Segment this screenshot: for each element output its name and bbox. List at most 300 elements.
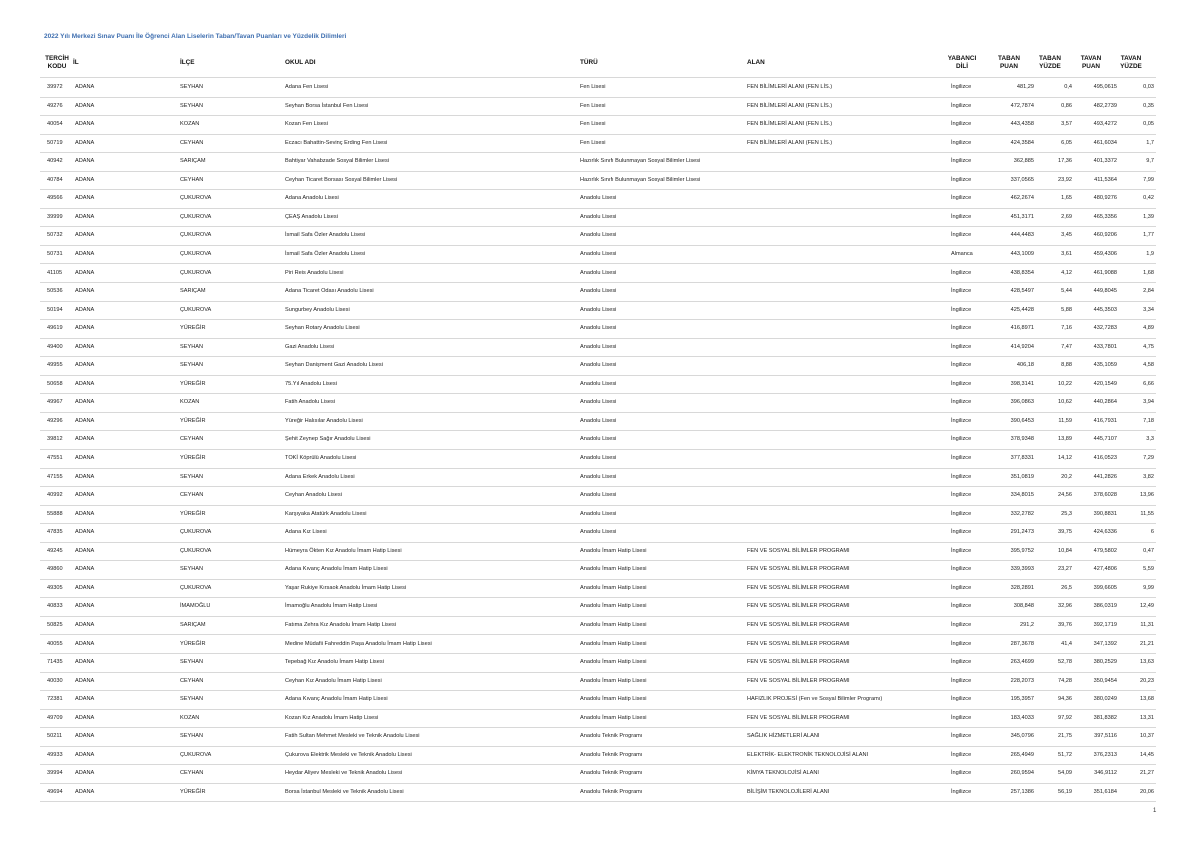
- cell-yabanci-dili: İngilizce: [951, 714, 972, 721]
- cell-ilce: YÜREĞİR: [180, 380, 206, 387]
- cell-il: ADANA: [75, 158, 95, 165]
- cell-tavan-yuzde: 0,42: [1143, 195, 1154, 202]
- cell-turu: Anadolu Lisesi: [580, 343, 617, 350]
- cell-tavan-yuzde: 13,63: [1140, 659, 1154, 666]
- table-row: [40, 672, 1156, 692]
- cell-ilce: ÇUKUROVA: [180, 529, 212, 536]
- cell-yabanci-dili: İngilizce: [951, 102, 972, 109]
- cell-alan: FEN VE SOSYAL BİLİMLER PROGRAMI: [747, 547, 850, 554]
- cell-tavan-puan: 416,0523: [1093, 455, 1117, 461]
- cell-taban-puan: 334,8015: [1010, 492, 1034, 499]
- cell-taban-puan: 443,4358: [1010, 121, 1034, 128]
- cell-taban-puan: 339,3993: [1010, 566, 1034, 573]
- cell-il: ADANA: [75, 121, 95, 128]
- cell-ilce: KOZAN: [180, 121, 200, 128]
- cell-il: ADANA: [75, 584, 95, 591]
- cell-tavan-puan: 380,2529: [1093, 659, 1117, 666]
- cell-yabanci-dili: İngilizce: [951, 343, 972, 350]
- cell-okul-adi: Fatıma Zehra Kız Anadolu İmam Hatip Lisesi: [285, 621, 396, 628]
- cell-yabanci-dili: İngilizce: [951, 176, 972, 183]
- cell-tercih-kodu: 39812: [47, 436, 63, 443]
- cell-tavan-yuzde: 9,7: [1146, 158, 1154, 165]
- cell-il: ADANA: [75, 195, 95, 202]
- cell-il: ADANA: [75, 733, 95, 740]
- cell-okul-adi: Ceyhan Anadolu Lisesi: [285, 492, 342, 499]
- cell-taban-puan: 472,7874: [1010, 102, 1034, 109]
- cell-tavan-yuzde: 0,35: [1143, 102, 1154, 109]
- cell-tercih-kodu: 40784: [47, 176, 63, 183]
- header-ilce: İLÇE: [180, 59, 195, 66]
- header-il: İL: [73, 59, 79, 66]
- cell-alan: FEN VE SOSYAL BİLİMLER PROGRAMI: [747, 621, 850, 628]
- cell-alan: HAFIZLIK PROJESİ (Fen ve Sosyal Bilimler Programı): [747, 696, 883, 703]
- cell-okul-adi: Ceyhan Ticaret Borsası Sosyal Bilimler Lisesi: [285, 176, 398, 183]
- cell-tavan-yuzde: 3,94: [1143, 399, 1154, 406]
- cell-okul-adi: Kozan Kız Anadolu İmam Hatip Lisesi: [285, 714, 379, 721]
- cell-taban-puan: 351,0819: [1010, 473, 1034, 480]
- table-row: [40, 560, 1156, 580]
- cell-alan: FEN BİLİMLERİ ALANI (FEN LİS.): [747, 121, 833, 128]
- cell-yabanci-dili: İngilizce: [951, 306, 972, 313]
- cell-tavan-yuzde: 3,3: [1146, 436, 1154, 443]
- cell-tavan-puan: 346,9112: [1094, 770, 1117, 777]
- cell-ilce: İMAMOĞLU: [180, 603, 211, 610]
- cell-il: ADANA: [75, 677, 95, 684]
- table-row: [40, 245, 1156, 265]
- table-row: [40, 616, 1156, 636]
- cell-taban-puan: 362,885: [1013, 158, 1034, 165]
- cell-tercih-kodu: 40942: [47, 158, 63, 165]
- cell-taban-yuzde: 52,78: [1058, 659, 1072, 666]
- table-row: [40, 468, 1156, 488]
- cell-tercih-kodu: 50719: [47, 139, 63, 146]
- cell-okul-adi: Kozan Fen Lisesi: [285, 121, 328, 128]
- cell-tavan-yuzde: 4,75: [1143, 343, 1154, 350]
- cell-taban-puan: 345,0796: [1010, 733, 1034, 740]
- cell-taban-yuzde: 4,12: [1061, 269, 1072, 276]
- cell-turu: Anadolu İmam Hatip Lisesi: [580, 696, 647, 703]
- cell-turu: Fen Lisesi: [580, 139, 606, 146]
- cell-turu: Anadolu Teknik Programı: [580, 751, 643, 758]
- cell-turu: Anadolu İmam Hatip Lisesi: [580, 677, 647, 684]
- cell-ilce: SEYHAN: [180, 102, 204, 109]
- cell-taban-puan: 287,3678: [1010, 640, 1034, 647]
- cell-tavan-puan: 480,9276: [1093, 195, 1117, 202]
- cell-okul-adi: Yüreğir Halısılar Anadolu Lisesi: [285, 417, 363, 424]
- cell-tavan-puan: 461,9088: [1093, 269, 1117, 276]
- cell-ilce: YÜREĞİR: [180, 325, 206, 332]
- table-row: [40, 356, 1156, 376]
- cell-tavan-yuzde: 4,89: [1143, 325, 1154, 332]
- cell-yabanci-dili: İngilizce: [951, 529, 972, 536]
- cell-taban-yuzde: 41,4: [1061, 640, 1072, 647]
- cell-turu: Anadolu Lisesi: [580, 436, 617, 443]
- cell-tavan-puan: 493,4272: [1093, 121, 1117, 128]
- table-row: [40, 579, 1156, 599]
- cell-yabanci-dili: İngilizce: [951, 492, 972, 499]
- cell-yabanci-dili: İngilizce: [951, 603, 972, 610]
- page-number: 1: [1153, 808, 1157, 814]
- cell-taban-puan: 444,4483: [1010, 232, 1034, 239]
- table-row: [40, 727, 1156, 747]
- table-row: [40, 746, 1156, 766]
- cell-yabanci-dili: İngilizce: [951, 84, 972, 90]
- cell-turu: Anadolu Lisesi: [580, 306, 617, 313]
- cell-taban-puan: 291,2473: [1010, 529, 1034, 536]
- table-row: [40, 152, 1156, 172]
- cell-il: ADANA: [75, 325, 95, 332]
- cell-ilce: ÇUKUROVA: [180, 250, 212, 257]
- cell-il: ADANA: [75, 380, 95, 387]
- cell-tavan-yuzde: 1,7: [1146, 139, 1154, 146]
- cell-tavan-puan: 445,3503: [1093, 306, 1117, 313]
- cell-turu: Anadolu İmam Hatip Lisesi: [580, 714, 647, 721]
- cell-taban-yuzde: 7,47: [1061, 343, 1072, 350]
- cell-ilce: CEYHAN: [180, 492, 204, 499]
- cell-okul-adi: 75.Yıl Anadolu Lisesi: [285, 380, 337, 387]
- cell-taban-yuzde: 56,19: [1058, 788, 1072, 795]
- cell-il: ADANA: [75, 529, 95, 536]
- cell-tavan-yuzde: 0,05: [1143, 121, 1154, 128]
- cell-yabanci-dili: İngilizce: [951, 621, 972, 628]
- cell-yabanci-dili: İngilizce: [951, 399, 972, 406]
- cell-yabanci-dili: İngilizce: [951, 696, 972, 703]
- cell-taban-yuzde: 20,2: [1061, 473, 1072, 480]
- cell-ilce: KOZAN: [180, 399, 200, 406]
- cell-okul-adi: Tepebağ Kız Anadolu İmam Hatip Lisesi: [285, 659, 384, 666]
- cell-ilce: KOZAN: [180, 714, 200, 721]
- cell-ilce: ÇUKUROVA: [180, 195, 212, 202]
- cell-il: ADANA: [75, 362, 95, 369]
- cell-il: ADANA: [75, 751, 95, 758]
- cell-taban-puan: 195,3957: [1010, 696, 1034, 703]
- cell-taban-puan: 337,0565: [1010, 176, 1034, 183]
- cell-tercih-kodu: 55888: [47, 510, 63, 517]
- cell-tercih-kodu: 49967: [47, 399, 63, 406]
- cell-taban-yuzde: 97,92: [1058, 714, 1072, 721]
- cell-tavan-yuzde: 7,99: [1143, 176, 1154, 183]
- cell-il: ADANA: [75, 84, 95, 90]
- cell-taban-puan: 406,18: [1016, 362, 1034, 369]
- cell-tavan-yuzde: 3,34: [1143, 306, 1154, 313]
- cell-tercih-kodu: 49400: [47, 343, 63, 350]
- cell-ilce: ÇUKUROVA: [180, 584, 212, 591]
- cell-tercih-kodu: 49619: [47, 325, 63, 332]
- cell-turu: Anadolu Lisesi: [580, 288, 617, 295]
- cell-okul-adi: Adana Kız Lisesi: [285, 529, 327, 536]
- cell-taban-puan: 260,9594: [1010, 770, 1034, 777]
- cell-il: ADANA: [75, 213, 95, 220]
- cell-tavan-yuzde: 6,66: [1143, 380, 1154, 387]
- cell-tavan-yuzde: 10,37: [1140, 733, 1154, 740]
- cell-tavan-puan: 378,6028: [1093, 492, 1117, 499]
- cell-tavan-puan: 420,1549: [1093, 380, 1117, 387]
- table-row: [40, 264, 1156, 284]
- cell-tercih-kodu: 49296: [47, 417, 63, 424]
- cell-tercih-kodu: 47551: [47, 455, 63, 461]
- table-row: [40, 653, 1156, 673]
- cell-tercih-kodu: 50211: [47, 733, 63, 740]
- cell-tavan-puan: 424,6336: [1093, 529, 1117, 536]
- cell-tavan-puan: 445,7107: [1093, 436, 1117, 443]
- cell-tavan-puan: 351,6184: [1093, 788, 1117, 795]
- cell-okul-adi: Bahtiyar Vahabzade Sosyal Bilimler Lisesi: [285, 158, 390, 165]
- cell-turu: Anadolu Lisesi: [580, 232, 617, 239]
- cell-ilce: CEYHAN: [180, 176, 204, 183]
- cell-okul-adi: İsmail Safa Özler Anadolu Lisesi: [285, 250, 366, 257]
- cell-taban-yuzde: 74,28: [1058, 677, 1072, 684]
- header-okul-adi: OKUL ADI: [285, 59, 316, 66]
- cell-tercih-kodu: 49709: [47, 714, 63, 721]
- cell-okul-adi: Medine Müdafii Fahreddin Paşa Anadolu İmam Hatip Lisesi: [285, 640, 432, 647]
- cell-yabanci-dili: İngilizce: [951, 547, 972, 554]
- cell-alan: FEN BİLİMLERİ ALANI (FEN LİS.): [747, 102, 833, 109]
- cell-turu: Anadolu Lisesi: [580, 269, 617, 276]
- cell-tavan-puan: 465,3356: [1093, 213, 1117, 220]
- cell-tavan-puan: 440,2864: [1093, 399, 1117, 406]
- cell-tavan-puan: 390,8831: [1093, 510, 1117, 517]
- cell-okul-adi: Eczacı Bahattin-Sevinç Erding Fen Lisesi: [285, 139, 388, 146]
- cell-turu: Anadolu İmam Hatip Lisesi: [580, 659, 647, 666]
- cell-ilce: ÇUKUROVA: [180, 213, 212, 220]
- cell-taban-yuzde: 23,27: [1058, 566, 1072, 573]
- table-row: [40, 171, 1156, 191]
- cell-tavan-puan: 376,2313: [1093, 751, 1117, 758]
- cell-il: ADANA: [75, 473, 95, 480]
- cell-okul-adi: Gazi Anadolu Lisesi: [285, 343, 335, 350]
- cell-tercih-kodu: 49276: [47, 102, 63, 109]
- cell-turu: Anadolu Teknik Programı: [580, 733, 643, 740]
- cell-taban-yuzde: 54,09: [1058, 770, 1072, 777]
- cell-tercih-kodu: 39972: [47, 84, 63, 90]
- cell-tercih-kodu: 49933: [47, 751, 63, 758]
- cell-taban-puan: 428,5497: [1010, 288, 1034, 295]
- cell-tercih-kodu: 49694: [47, 788, 63, 795]
- table-row: [40, 189, 1156, 209]
- cell-taban-yuzde: 32,96: [1058, 603, 1072, 610]
- cell-yabanci-dili: İngilizce: [951, 584, 972, 591]
- cell-ilce: CEYHAN: [180, 139, 204, 146]
- cell-taban-yuzde: 21,75: [1058, 733, 1072, 740]
- cell-tercih-kodu: 47835: [47, 529, 63, 536]
- cell-taban-puan: 308,848: [1013, 603, 1034, 610]
- cell-tavan-yuzde: 4,58: [1143, 362, 1154, 369]
- cell-tavan-puan: 381,8382: [1093, 714, 1117, 721]
- cell-taban-yuzde: 0,86: [1061, 102, 1072, 109]
- cell-tercih-kodu: 50536: [47, 288, 63, 295]
- cell-il: ADANA: [75, 770, 95, 777]
- cell-alan: FEN VE SOSYAL BİLİMLER PROGRAMI: [747, 659, 850, 666]
- table-row: [40, 449, 1156, 469]
- table-row: [40, 134, 1156, 154]
- cell-taban-puan: 416,8971: [1010, 325, 1034, 332]
- cell-tavan-yuzde: 7,18: [1143, 417, 1154, 424]
- table-row: [40, 542, 1156, 562]
- cell-tercih-kodu: 40054: [47, 121, 63, 128]
- table-row: [40, 709, 1156, 729]
- cell-taban-yuzde: 94,36: [1058, 696, 1072, 703]
- cell-yabanci-dili: İngilizce: [951, 121, 972, 128]
- cell-taban-puan: 396,0863: [1010, 399, 1034, 406]
- cell-taban-yuzde: 13,89: [1058, 436, 1072, 443]
- cell-tavan-puan: 350,9454: [1093, 677, 1117, 684]
- cell-turu: Anadolu Lisesi: [580, 492, 617, 499]
- cell-tavan-yuzde: 14,45: [1140, 751, 1154, 758]
- cell-il: ADANA: [75, 640, 95, 647]
- cell-taban-yuzde: 6,05: [1061, 139, 1072, 146]
- cell-taban-puan: 265,4949: [1010, 751, 1034, 758]
- cell-okul-adi: TOKİ Köprülü Anadolu Lisesi: [285, 455, 357, 461]
- cell-tercih-kodu: 47155: [47, 473, 63, 480]
- cell-taban-puan: 414,9204: [1010, 343, 1034, 350]
- cell-tercih-kodu: 49245: [47, 547, 63, 554]
- cell-taban-puan: 378,9348: [1010, 436, 1034, 443]
- cell-turu: Hazırlık Sınıfı Bulunmayan Sosyal Bilimler Lisesi: [580, 158, 701, 165]
- cell-ilce: SEYHAN: [180, 343, 204, 350]
- header-tercih-kodu: TERCİH KODU: [45, 55, 69, 70]
- cell-ilce: ÇUKUROVA: [180, 751, 212, 758]
- cell-tavan-yuzde: 1,39: [1143, 213, 1154, 220]
- cell-tavan-puan: 380,0249: [1093, 696, 1117, 703]
- table-row: [40, 635, 1156, 655]
- cell-tavan-yuzde: 3,82: [1143, 473, 1154, 480]
- cell-okul-adi: Seyhan Rotary Anadolu Lisesi: [285, 325, 360, 332]
- cell-turu: Anadolu İmam Hatip Lisesi: [580, 584, 647, 591]
- cell-ilce: SEYHAN: [180, 473, 204, 480]
- cell-ilce: YÜREĞİR: [180, 640, 206, 647]
- cell-taban-puan: 183,4033: [1010, 714, 1034, 721]
- table-row: [40, 783, 1156, 803]
- cell-tercih-kodu: 39994: [47, 770, 63, 777]
- cell-taban-yuzde: 1,65: [1061, 195, 1072, 202]
- cell-yabanci-dili: İngilizce: [951, 232, 972, 239]
- cell-turu: Anadolu İmam Hatip Lisesi: [580, 603, 647, 610]
- table-row: [40, 319, 1156, 339]
- cell-taban-puan: 481,29: [1016, 84, 1034, 90]
- cell-tercih-kodu: 50731: [47, 250, 63, 257]
- cell-yabanci-dili: İngilizce: [951, 139, 972, 146]
- cell-okul-adi: Seyhan Danişment Gazi Anadolu Lisesi: [285, 362, 383, 369]
- cell-okul-adi: Hümeyra Ökten Kız Anadolu İmam Hatip Lisesi: [285, 547, 402, 554]
- cell-tercih-kodu: 49305: [47, 584, 63, 591]
- cell-taban-yuzde: 51,72: [1058, 751, 1072, 758]
- cell-yabanci-dili: İngilizce: [951, 473, 972, 480]
- cell-taban-puan: 443,1009: [1010, 250, 1034, 257]
- cell-ilce: SEYHAN: [180, 659, 204, 666]
- cell-taban-puan: 377,8331: [1010, 455, 1034, 461]
- cell-ilce: YÜREĞİR: [180, 510, 206, 517]
- cell-alan: FEN VE SOSYAL BİLİMLER PROGRAMI: [747, 677, 850, 684]
- cell-ilce: YÜREĞİR: [180, 455, 206, 461]
- header-tavan-puan: TAVAN PUAN: [1080, 55, 1102, 70]
- cell-okul-adi: Seyhan Borsa İstanbul Fen Lisesi: [285, 102, 369, 109]
- cell-ilce: SEYHAN: [180, 84, 204, 90]
- cell-tavan-puan: 411,5364: [1094, 176, 1117, 183]
- cell-taban-yuzde: 14,12: [1058, 455, 1072, 461]
- cell-tercih-kodu: 50194: [47, 306, 63, 313]
- cell-ilce: ÇUKUROVA: [180, 269, 212, 276]
- cell-okul-adi: Şehit Zeynep Sağır Anadolu Lisesi: [285, 436, 371, 443]
- cell-turu: Anadolu İmam Hatip Lisesi: [580, 547, 647, 554]
- cell-okul-adi: Adana Kıvanç Anadolu İmam Hatip Lisesi: [285, 566, 388, 573]
- cell-ilce: CEYHAN: [180, 436, 204, 443]
- cell-alan: KİMYA TEKNOLOJİSİ ALANI: [747, 770, 819, 777]
- table-row: [40, 375, 1156, 395]
- cell-tavan-puan: 401,3372: [1093, 158, 1117, 165]
- cell-turu: Anadolu Lisesi: [580, 455, 617, 461]
- table-row: [40, 505, 1156, 525]
- cell-okul-adi: Adana Fen Lisesi: [285, 84, 329, 90]
- cell-il: ADANA: [75, 510, 95, 517]
- cell-tavan-yuzde: 11,55: [1140, 510, 1154, 517]
- cell-okul-adi: Adana Ticaret Odası Anadolu Lisesi: [285, 288, 374, 295]
- cell-okul-adi: Adana Anadolu Lisesi: [285, 195, 339, 202]
- cell-ilce: ÇUKUROVA: [180, 232, 212, 239]
- header-tavan-yuzde: TAVAN YÜZDE: [1120, 55, 1142, 70]
- cell-tavan-yuzde: 20,06: [1140, 788, 1154, 795]
- cell-turu: Fen Lisesi: [580, 121, 606, 128]
- cell-alan: FEN VE SOSYAL BİLİMLER PROGRAMI: [747, 714, 850, 721]
- cell-tavan-puan: 416,7931: [1093, 417, 1117, 424]
- cell-ilce: YÜREĞİR: [180, 417, 206, 424]
- cell-il: ADANA: [75, 176, 95, 183]
- cell-il: ADANA: [75, 714, 95, 721]
- cell-turu: Anadolu Lisesi: [580, 417, 617, 424]
- table-row: [40, 393, 1156, 413]
- cell-il: ADANA: [75, 455, 95, 461]
- table-row: [40, 282, 1156, 302]
- cell-ilce: YÜREĞİR: [180, 788, 206, 795]
- cell-tavan-puan: 386,0319: [1093, 603, 1117, 610]
- cell-turu: Anadolu İmam Hatip Lisesi: [580, 566, 647, 573]
- cell-yabanci-dili: İngilizce: [951, 770, 972, 777]
- cell-tercih-kodu: 40055: [47, 640, 63, 647]
- cell-yabanci-dili: İngilizce: [951, 288, 972, 295]
- cell-tavan-yuzde: 11,31: [1140, 621, 1154, 628]
- table-row: [40, 78, 1156, 98]
- cell-taban-puan: 332,2782: [1010, 510, 1034, 517]
- cell-taban-yuzde: 39,75: [1058, 529, 1072, 536]
- cell-tavan-yuzde: 13,31: [1140, 714, 1154, 721]
- cell-tavan-puan: 495,0615: [1093, 84, 1117, 90]
- cell-alan: FEN BİLİMLERİ ALANI (FEN LİS.): [747, 84, 833, 90]
- cell-taban-yuzde: 5,88: [1061, 306, 1072, 313]
- cell-turu: Anadolu Lisesi: [580, 325, 617, 332]
- cell-ilce: SEYHAN: [180, 566, 204, 573]
- cell-turu: Anadolu Lisesi: [580, 195, 617, 202]
- cell-yabanci-dili: İngilizce: [951, 751, 972, 758]
- cell-taban-yuzde: 17,36: [1058, 158, 1072, 165]
- cell-yabanci-dili: İngilizce: [951, 195, 972, 202]
- cell-tavan-puan: 433,7801: [1093, 343, 1117, 350]
- cell-turu: Anadolu Lisesi: [580, 362, 617, 369]
- cell-tavan-yuzde: 13,68: [1140, 696, 1154, 703]
- cell-okul-adi: Piri Reis Anadolu Lisesi: [285, 269, 344, 276]
- cell-yabanci-dili: İngilizce: [951, 380, 972, 387]
- cell-okul-adi: Fatih Anadolu Lisesi: [285, 399, 336, 406]
- cell-okul-adi: Çukurova Elektrik Mesleki ve Teknik Anadolu Lisesi: [285, 751, 412, 758]
- cell-alan: FEN VE SOSYAL BİLİMLER PROGRAMI: [747, 640, 850, 647]
- cell-taban-yuzde: 39,76: [1058, 621, 1072, 628]
- cell-turu: Anadolu Lisesi: [580, 250, 617, 257]
- cell-taban-puan: 228,2073: [1010, 677, 1034, 684]
- cell-tavan-yuzde: 0,03: [1143, 84, 1154, 90]
- cell-tercih-kodu: 72381: [47, 696, 63, 703]
- header-taban-puan: TABAN PUAN: [998, 55, 1020, 70]
- cell-taban-puan: 462,2674: [1010, 195, 1034, 202]
- table-row: [40, 301, 1156, 321]
- cell-taban-puan: 451,3171: [1010, 213, 1034, 220]
